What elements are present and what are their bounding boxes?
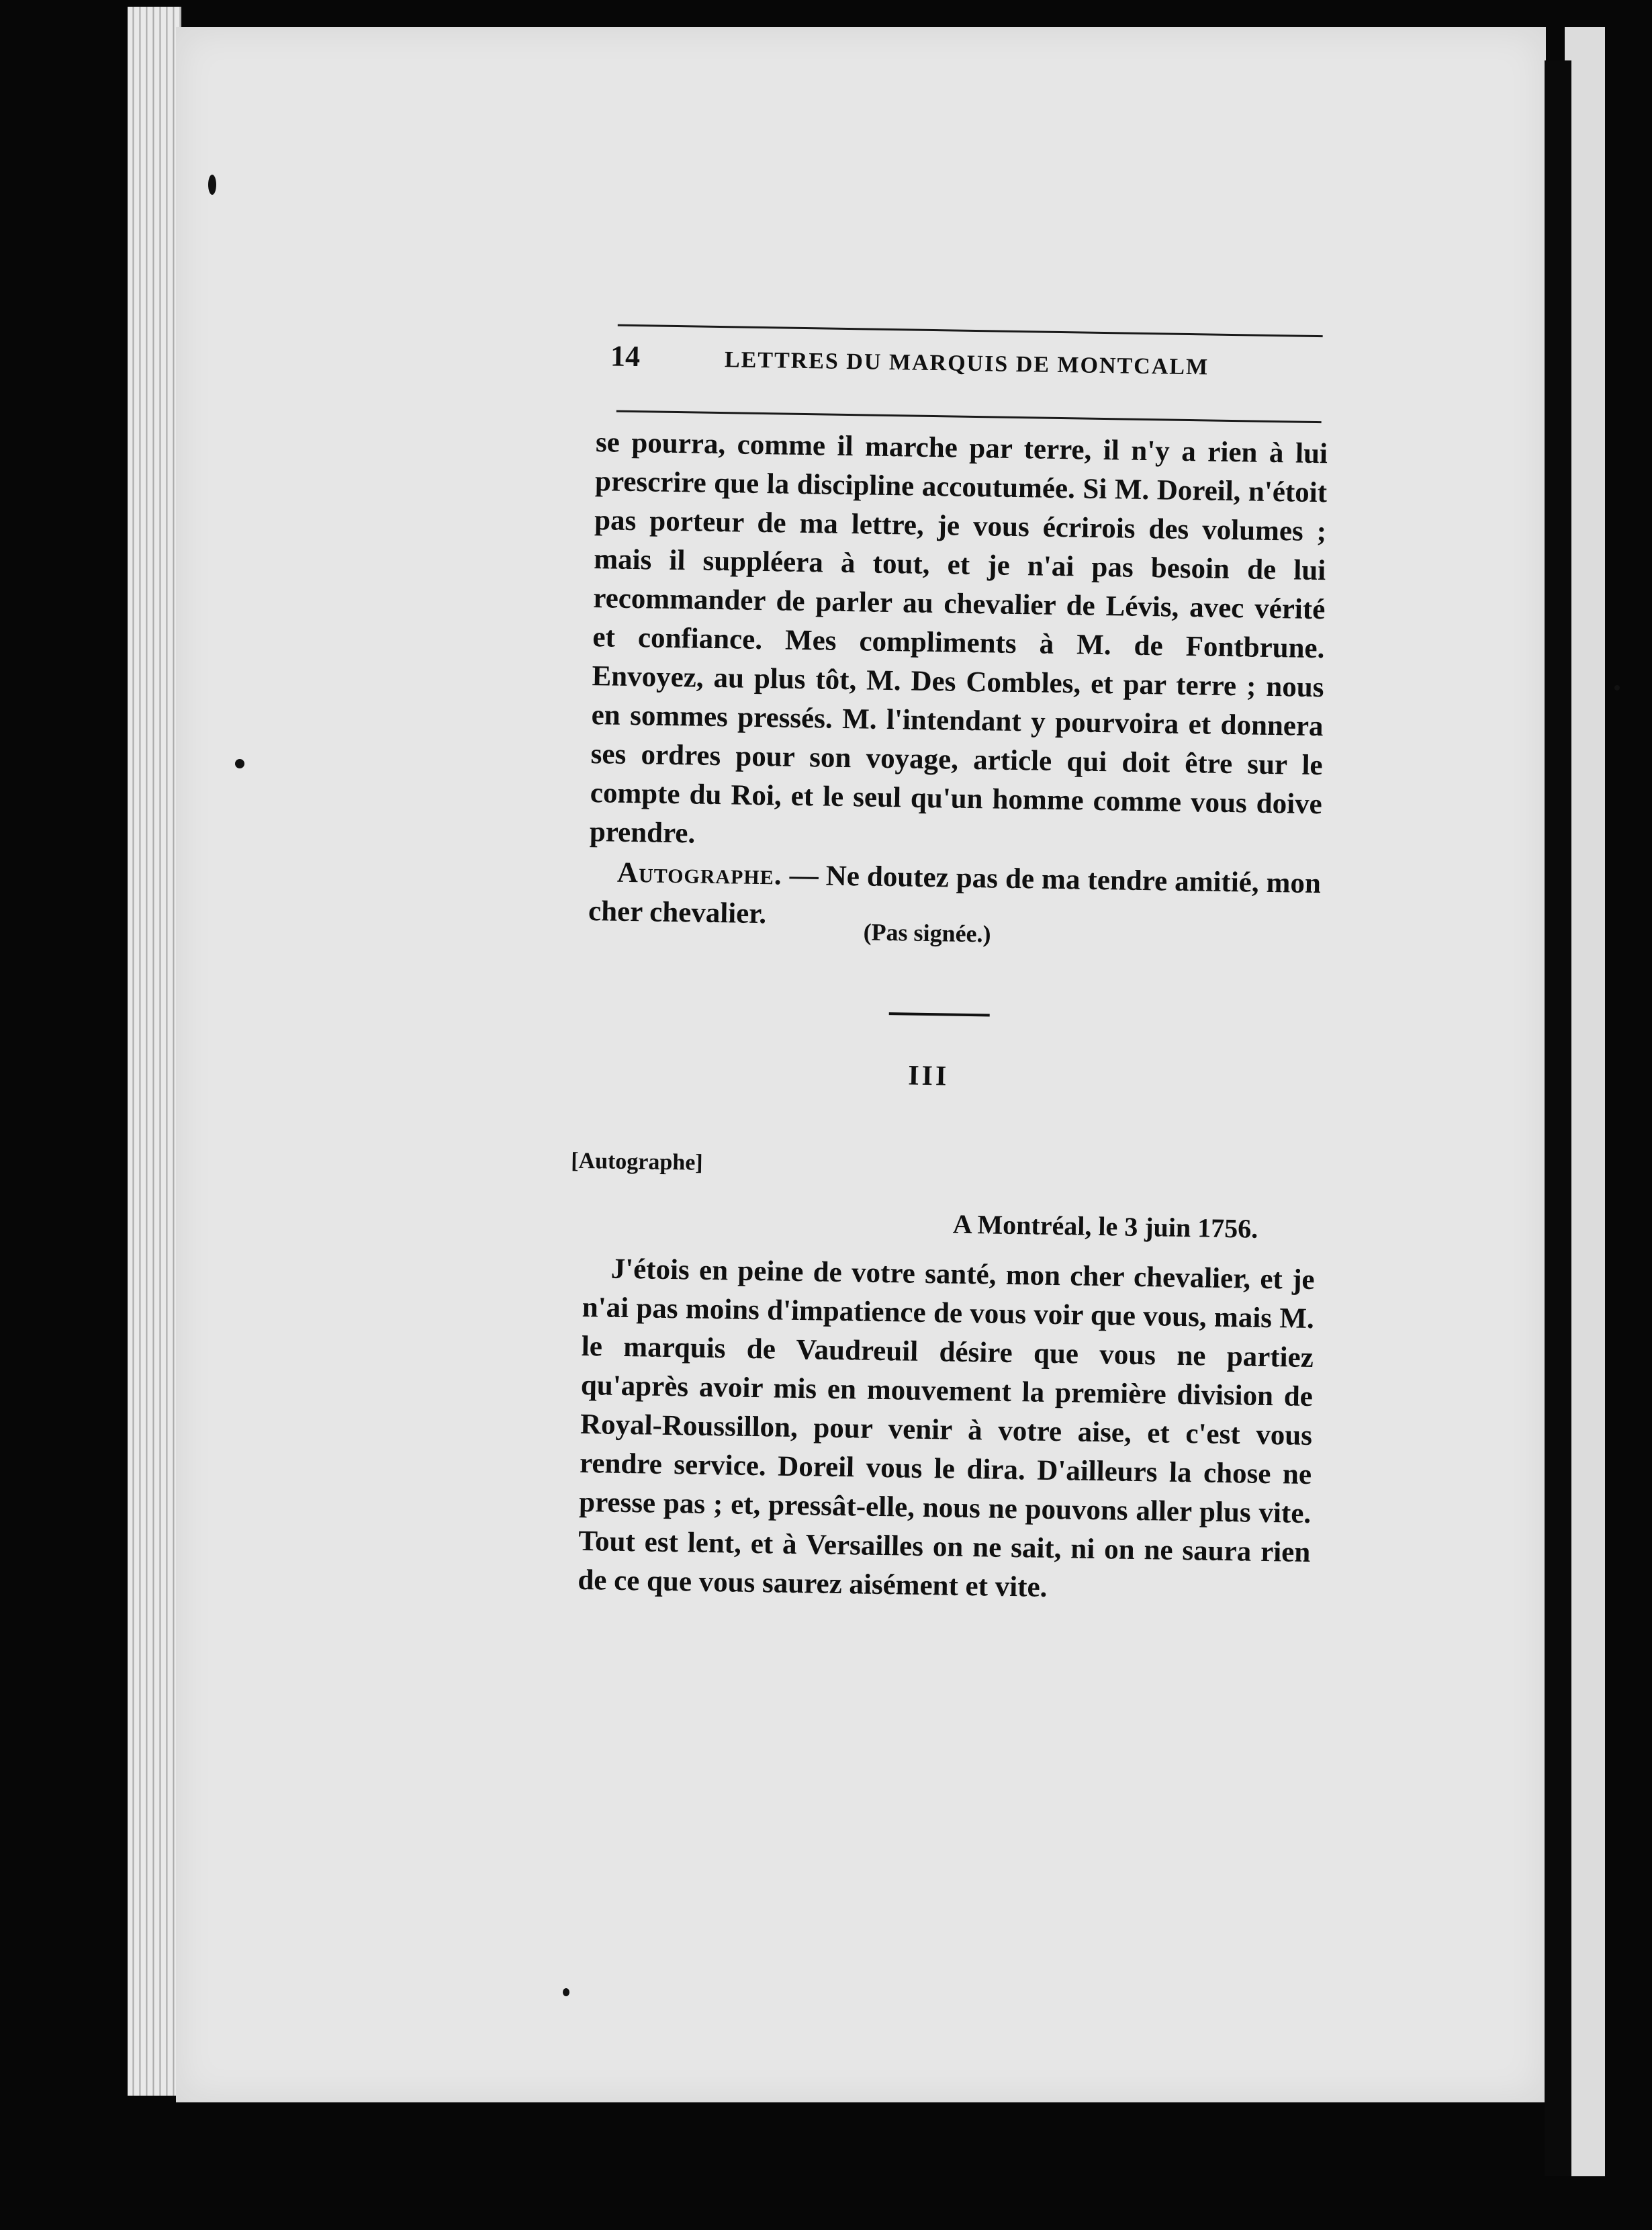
signature-note: (Pas signée.) — [863, 918, 991, 948]
postscript-text: — Ne doutez pas de ma tendre amitié, mon cher chevalier. — [588, 859, 1322, 930]
letter-number: III — [907, 1060, 950, 1092]
dust-speck — [208, 175, 216, 195]
book-page — [176, 27, 1546, 2102]
place-date: A Montréal, le 3 juin 1756. — [952, 1208, 1258, 1244]
continuation-paragraph — [589, 423, 1328, 863]
gutter-shadow — [1545, 60, 1571, 2176]
page-number: 14 — [610, 339, 641, 373]
postscript-label: Autographe. — [616, 856, 782, 891]
running-head-title: LETTRES DU MARQUIS DE MONTCALM — [724, 347, 1209, 380]
dust-speck — [563, 1988, 569, 1996]
dust-speck — [235, 759, 244, 768]
page-edges — [128, 7, 181, 2096]
source-note: [Autographe] — [570, 1148, 703, 1175]
dust-speck — [1614, 685, 1620, 690]
letter-body-text: J'étois en peine de votre santé, mon cher chevalier, et je n'ai pas moins d'impatience de vous voir que vous, mais M. le marquis de Vaudreuil désire que vous ne partiez qu'après avoir mis en mouvement la première division de Royal-Roussillon, pour venir à votre aise, et c'est vous rendre service. Doreil vous le dira. D'ailleurs la chose ne presse pas ; et, pressât-elle, nous ne pouvons aller plus vite. Tout est lent, et à Versailles on ne sait, ni on ne saura rien de ce que vous saurez aisément et vite. — [578, 1253, 1315, 1603]
continuation-text: se pourra, comme il marche par terre, il n'y a rien à lui prescrire que la discipline accoutumée. Si M. Doreil, n'étoit pas porteur de ma lettre, je vous écrirois des volumes ; mais il suppléera à tout, et je n'ai pas besoin de lui recommander de parler au chevalier de Lévis, avec vérité et confiance. Mes compliments à M. de Fontbrune. Envoyez, au plus tôt, M. Des Combles, et par terre ; nous en sommes pressés. M. l'intendant y pourvoira et donnera ses ordres pour son voyage, article qui doit être sur le compte du Roi, et le seul qu'un homme comme vous doive prendre. — [589, 427, 1328, 850]
letter-body — [578, 1249, 1315, 1611]
